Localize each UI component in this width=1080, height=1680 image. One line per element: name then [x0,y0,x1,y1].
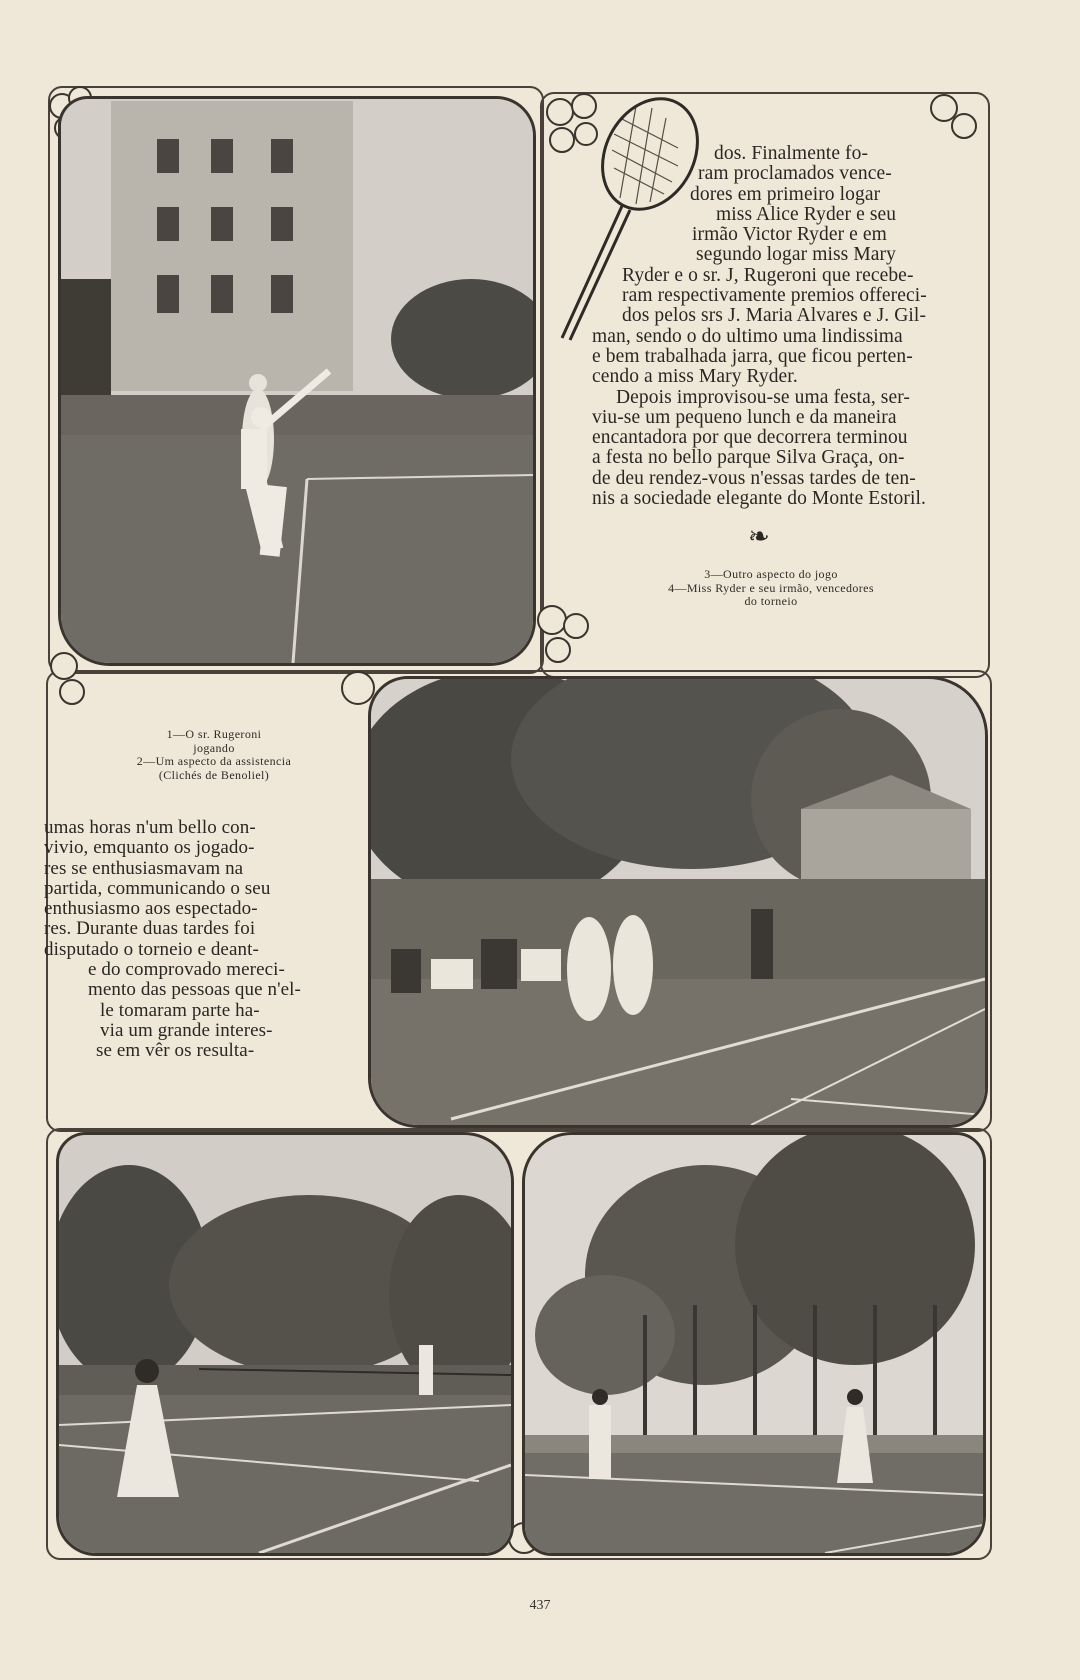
text-line: e bem trabalhada jarra, que ficou perten- [592,345,913,367]
text-line: dos. Finalmente fo- [714,143,869,164]
text-line: via um grande interes- [100,1019,273,1041]
text-line: miss Alice Ryder e seu [716,203,897,225]
text-line: disputado o torneio e deant- [44,938,259,960]
photo-2-spectators [368,676,988,1128]
text-line: encantadora por que decorrera terminou [592,427,908,449]
text-line: viu-se um pequeno lunch e da maneira [592,406,897,428]
text-line: ram respectivamente premios offereci- [622,285,927,307]
text-line: le tomaram parte ha- [100,999,260,1021]
text-line: e do comprovado mereci- [88,959,285,981]
text-line: dores em primeiro logar [690,183,881,205]
caption-line: 2—Um aspecto da assistencia [136,754,292,768]
caption-photos-3-4 [606,568,936,609]
text-line: cendo a miss Mary Ryder. [592,366,798,388]
text-line: mento das pessoas que n'el- [88,979,301,1001]
text-line: segundo logar miss Mary [696,244,896,266]
caption-line: do torneio [744,594,798,608]
grape-ornament-center [530,596,600,676]
caption-photos-1-2 [74,728,354,782]
text-line: enthusiasmo aos espectado- [44,898,258,920]
text-line: dos pelos srs J. Maria Alvares e J. Gil- [622,305,927,327]
article-text [44,818,324,1062]
caption-line: 1—O sr. Rugeroni [166,727,262,741]
text-line: res. Durante duas tardes foi [44,918,256,940]
text-line: vivio, emquanto os jogado- [44,837,255,859]
text-line: umas horas n'um bello con- [44,817,256,838]
text-line: irmão Victor Ryder e em [692,224,887,246]
text-line: de deu rendez-vous n'essas tardes de ten- [592,467,916,489]
text-line: nis a sociedade elegante do Monte Estoril. [592,488,926,510]
caption-line: (Clichés de Benoliel) [158,767,270,782]
text-line: Ryder e o sr. J, Rugeroni que recebe- [622,264,914,286]
text-line: Depois improvisou-se uma festa, ser- [616,386,911,408]
text-line: ram proclamados vence- [698,163,892,185]
text-line: res se enthusiasmavam na [44,857,244,879]
text-line: se em vêr os resulta- [96,1040,255,1062]
text-line: partida, communicando o seu [44,877,271,899]
photo-3-another-view [56,1132,514,1556]
text-line: man, sendo o do ultimo uma lindissima [592,325,903,347]
text-line: a festa no bello parque Silva Graça, on- [592,447,905,469]
page-number: 437 [529,1598,551,1613]
photo-4-ryder-siblings [522,1132,986,1556]
caption-line: 3—Outro aspecto do jogo [704,567,838,581]
fleuron-icon: ❧ [748,522,770,551]
caption-line: jogando [193,740,235,755]
article-text-continued [592,144,1000,509]
caption-line: 4—Miss Ryder e seu irmão, vencedores [668,580,874,595]
photo-1-rugeroni-playing [58,96,536,666]
